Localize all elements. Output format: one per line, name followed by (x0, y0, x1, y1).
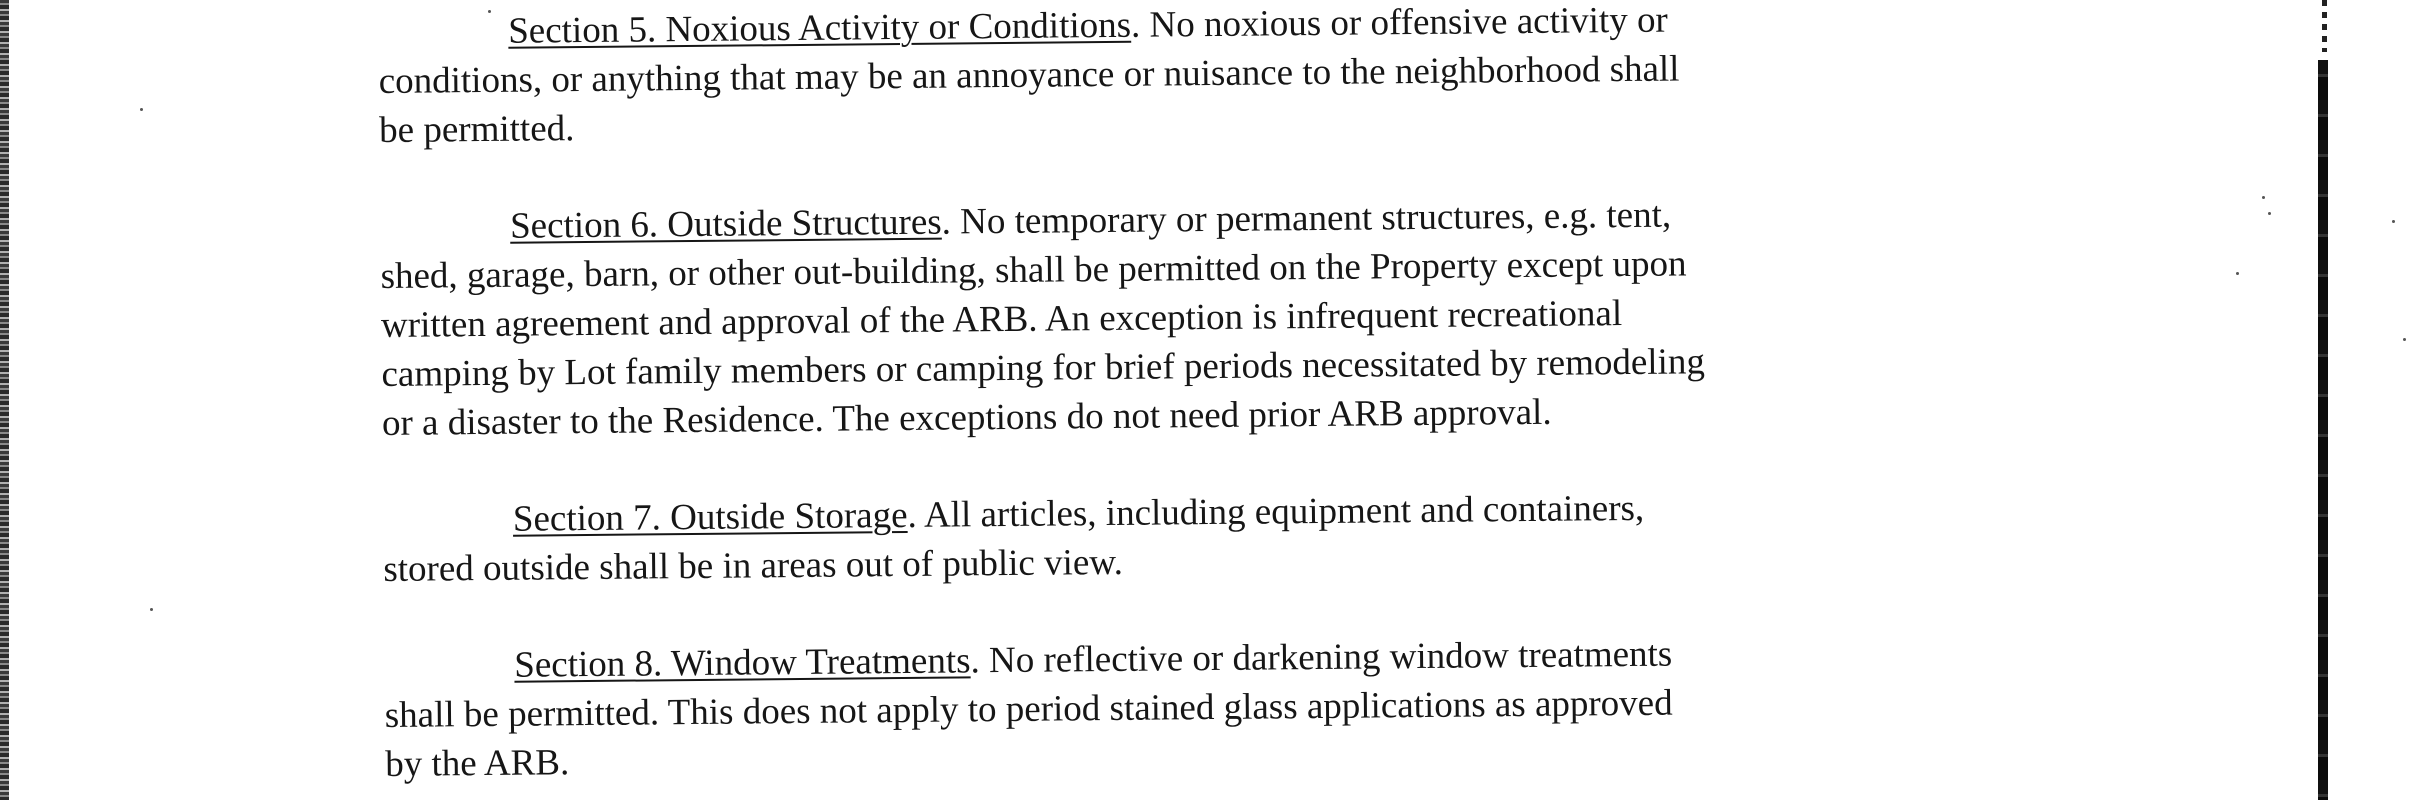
section-line: shall be permitted. This does not apply to period stained glass applications as approved (384, 682, 1673, 736)
scan-right-edge-top (2322, 0, 2327, 52)
section-line: stored outside shall be in areas out of public view. (383, 541, 1124, 590)
scan-speck (140, 108, 143, 111)
section-8 (384, 627, 1945, 789)
section-line: written agreement and approval of the ARB. An exception is infrequent recreational (380, 293, 1623, 346)
section-heading: Section 8. Window Treatments (514, 640, 971, 686)
section-6 (380, 188, 1942, 448)
section-5 (378, 0, 1939, 155)
scan-speck (2236, 272, 2239, 275)
section-text: . All articles, including equipment and containers, (907, 487, 1645, 536)
section-7 (383, 481, 1944, 594)
scan-speck (2392, 220, 2395, 223)
section-text: . No reflective or darkening window treatments (970, 633, 1673, 682)
section-heading: Section 6. Outside Structures (509, 201, 942, 247)
document-body (378, 0, 1946, 800)
section-line: be permitted. (378, 108, 575, 151)
section-text: . No noxious or offensive activity or (1130, 0, 1668, 46)
scan-speck (2262, 196, 2265, 199)
scan-speck (150, 608, 153, 611)
section-line: camping by Lot family members or camping for brief periods necessitated by remodeling (381, 341, 1706, 395)
section-line: conditions, or anything that may be an annoyance or nuisance to the neighborhood shall (378, 48, 1680, 102)
section-heading: Section 5. Noxious Activity or Conditions (508, 4, 1132, 52)
section-line: or a disaster to the Residence. The exceptions do not need prior ARB approval. (381, 391, 1552, 444)
scan-speck (2268, 212, 2271, 215)
scan-left-edge (0, 0, 9, 800)
section-heading: Section 7. Outside Storage (512, 494, 908, 540)
scan-speck (2403, 338, 2406, 341)
section-line: shed, garage, barn, or other out-building, shall be permitted on the Property except upon (380, 243, 1687, 297)
scan-right-edge (2318, 60, 2328, 800)
section-text: . No temporary or permanent structures, e.g. tent, (941, 194, 1672, 243)
section-line: by the ARB. (385, 742, 570, 785)
